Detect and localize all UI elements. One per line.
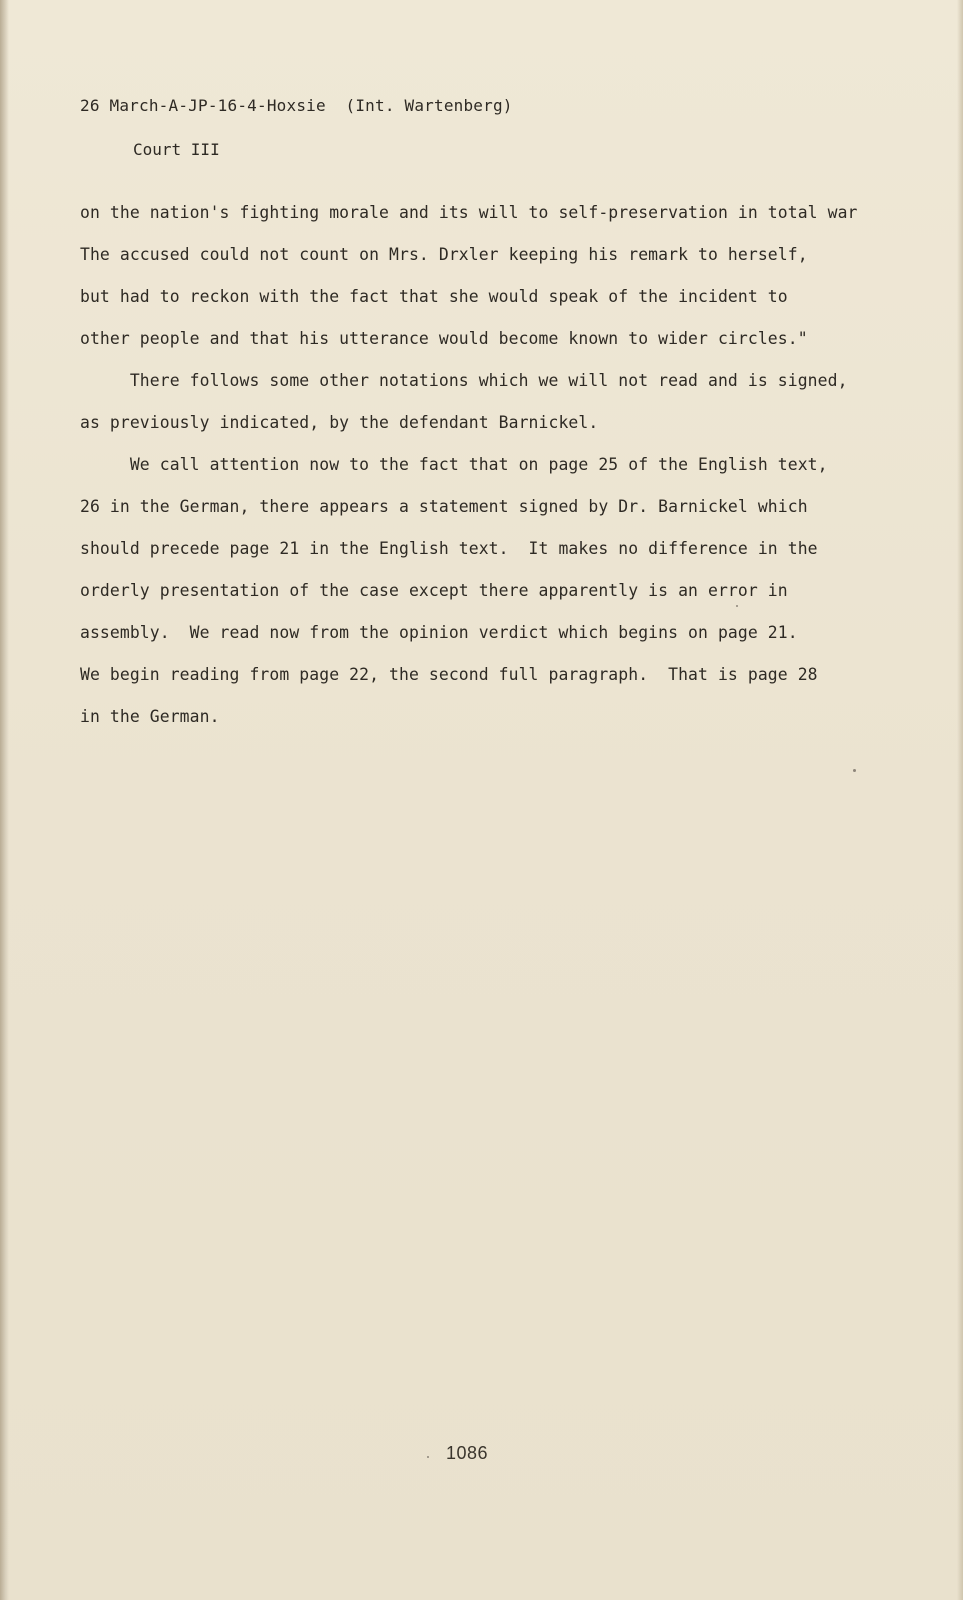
text-line-1: on the nation's fighting morale and its will to self-preservation in total war	[80, 203, 858, 222]
text-line-13: in the German.	[80, 707, 220, 726]
text-line-4: other people and that his utterance would become known to wider circles."	[80, 329, 808, 348]
text-line-8: 26 in the German, there appears a statement signed by Dr. Barnickel which	[80, 497, 808, 516]
text-line-11: assembly. We read now from the opinion verdict which begins on page 21.	[80, 623, 798, 642]
text-line-7: We call attention now to the fact that on page 25 of the English text,	[80, 455, 828, 474]
text-line-6: as previously indicated, by the defendant Barnickel.	[80, 413, 599, 432]
text-line-5: There follows some other notations which we will not read and is signed,	[80, 371, 848, 390]
document-header: 26 March-A-JP-16-4-Hoxsie (Int. Wartenberg)	[80, 96, 513, 115]
text-line-9: should precede page 21 in the English text. It makes no difference in the	[80, 539, 818, 558]
paper-speck	[736, 605, 738, 607]
text-line-10: orderly presentation of the case except there apparently is an error in	[80, 581, 788, 600]
paper-speck	[853, 769, 856, 772]
paper-left-edge	[0, 0, 9, 1600]
text-line-3: but had to reckon with the fact that she would speak of the incident to	[80, 287, 788, 306]
paper-speck	[427, 1456, 429, 1458]
court-designation: Court III	[133, 140, 220, 159]
paper-right-edge	[957, 0, 963, 1600]
page-number: 1086	[446, 1443, 489, 1463]
text-line-12: We begin reading from page 22, the second full paragraph. That is page 28	[80, 665, 818, 684]
text-line-2: The accused could not count on Mrs. Drxler keeping his remark to herself,	[80, 245, 808, 264]
